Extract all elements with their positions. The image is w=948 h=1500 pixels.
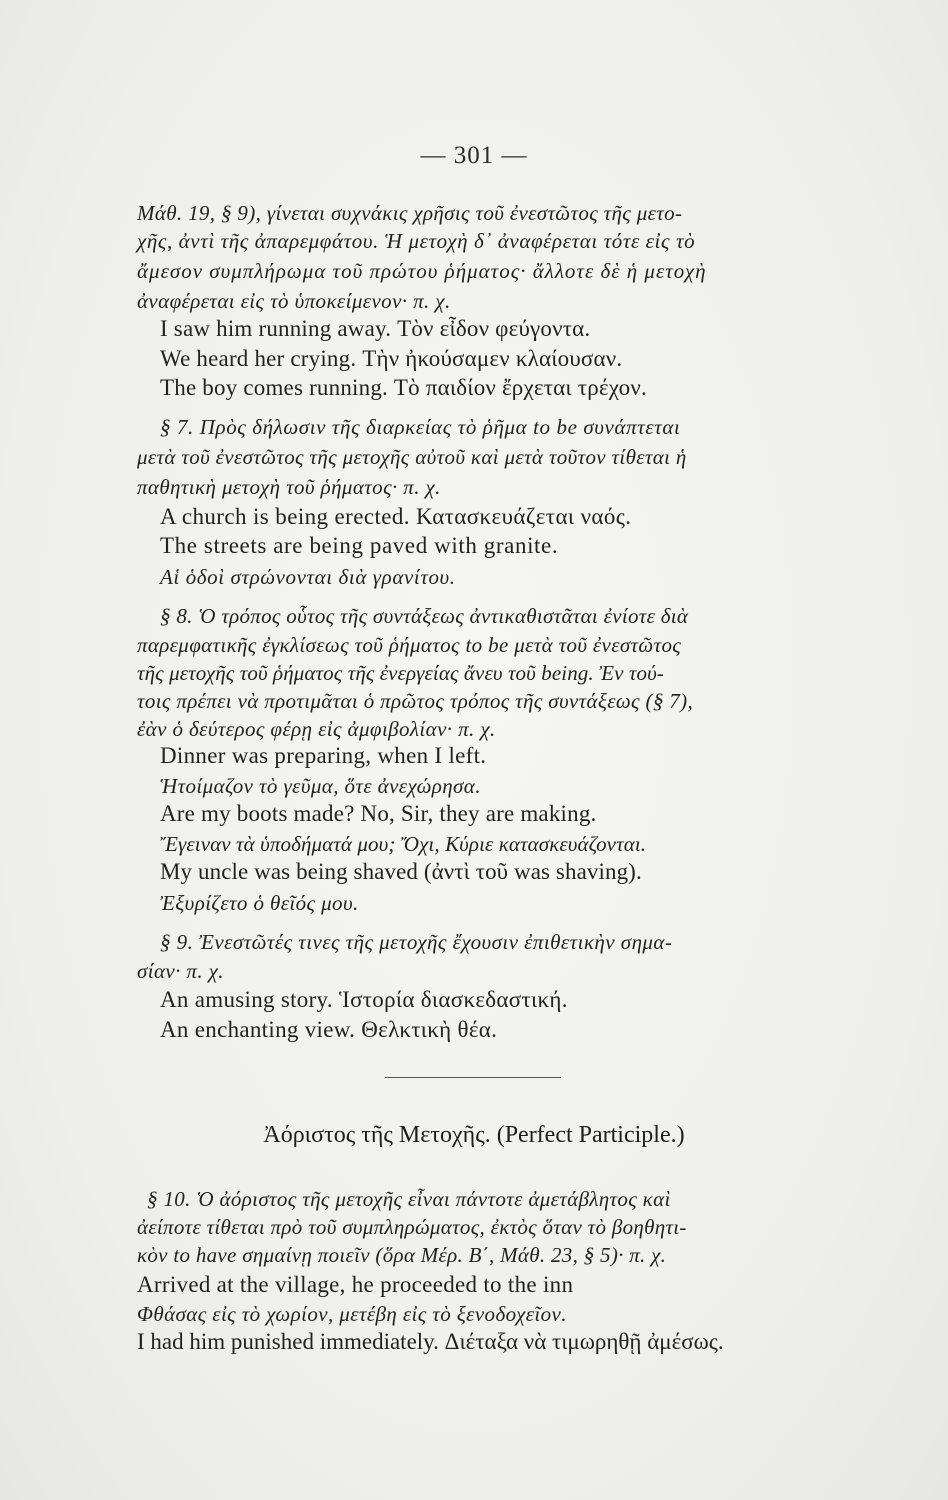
text-line: Μάθ. 19, § 9), γίνεται συχνάκις χρῆσις τοῦ ἐνεστῶτος τῆς μετο- (137, 201, 683, 225)
text-line: ἄμεσον συμπλήρωμα τοῦ πρώτου ῥήματος· ἄλλοτε δὲ ἡ μετοχὴ (137, 259, 707, 283)
example-line: I saw him running away. Τὸν εἶδον φεύγοντα. (160, 316, 591, 341)
text-line: παρεμφατικῆς ἐγκλίσεως τοῦ ῥήματος to be μετὰ τοῦ ἐνεστῶτος (137, 633, 682, 657)
section-divider (385, 1077, 561, 1078)
text-line: μετὰ τοῦ ἐνεστῶτος τῆς μετοχῆς αὐτοῦ καὶ μετὰ τοῦτον τίθεται ἡ (137, 445, 687, 469)
example-line: An amusing story. Ἱστορία διασκεδαστική. (160, 987, 568, 1012)
paragraph-line: § 7. Πρὸς δήλωσιν τῆς διαρκείας τὸ ῥῆμα to be συνάπτεται (160, 415, 681, 439)
paragraph-line: § 9. Ἐνεστῶτές τινες τῆς μετοχῆς ἔχουσιν ἐπιθετικὴν σημα- (160, 930, 673, 954)
example-line: We heard her crying. Τὴν ἠκούσαμεν κλαίουσαν. (160, 346, 623, 371)
section-title: Ἀόριστος τῆς Μετοχῆς. (Perfect Participle.) (263, 1122, 685, 1148)
paragraph-line: § 10. Ὁ ἀόριστος τῆς μετοχῆς εἶναι πάντοτε ἀμετάβλητος καὶ (147, 1187, 671, 1211)
example-line: An enchanting view. Θελκτικὴ θέα. (160, 1017, 498, 1042)
text-line: τοις πρέπει νὰ προτιμᾶται ὁ πρῶτος τρόπος τῆς συντάξεως (§ 7), (137, 689, 694, 713)
example-line: Φθάσας εἰς τὸ χωρίον, μετέβη εἰς τὸ ξενοδοχεῖον. (137, 1302, 567, 1326)
example-line: Ἐξυρίζετο ὁ θεῖός μου. (160, 891, 359, 915)
example-line: Ἔγειναν τὰ ὑποδήματά μου; Ὄχι, Κύριε κατασκευάζονται. (160, 832, 647, 856)
example-line: Are my boots made? No, Sir, they are making. (160, 801, 597, 826)
text-line: παθητικὴ μετοχὴ τοῦ ῥήματος· π. χ. (137, 475, 441, 499)
example-line: The boy comes running. Τὸ παιδίον ἔρχεται τρέχον. (160, 375, 647, 400)
example-line: My uncle was being shaved (ἀντὶ τοῦ was shaving). (160, 859, 642, 884)
paragraph-line: § 8. Ὁ τρόπος οὗτος τῆς συντάξεως ἀντικαθιστᾶται ἐνίοτε διὰ (160, 604, 689, 628)
example-line: Αἱ ὁδοὶ στρώνονται διὰ γρανίτου. (160, 565, 456, 589)
text-line: χῆς, ἀντὶ τῆς ἀπαρεμφάτου. Ἡ μετοχὴ δ᾽ ἀναφέρεται τότε εἰς τὸ (137, 229, 696, 253)
page-number: — 301 — (420, 142, 528, 169)
example-line: The streets are being paved with granite. (160, 533, 559, 558)
text-line: ἀείποτε τίθεται πρὸ τοῦ συμπληρώματος, ἐκτὸς ὅταν τὸ βοηθητι- (137, 1215, 687, 1239)
text-line: σίαν· π. χ. (137, 959, 224, 983)
text-line: ἐὰν ὁ δεύτερος φέρῃ εἰς ἀμφιβολίαν· π. χ. (137, 717, 496, 741)
example-line: Ἡτοίμαζον τὸ γεῦμα, ὅτε ἀνεχώρησα. (160, 774, 481, 798)
example-line: A church is being erected. Κατασκευάζεται ναός. (160, 504, 632, 529)
example-line: Arrived at the village, he proceeded to the inn (137, 1272, 574, 1297)
example-line: Dinner was preparing, when I left. (160, 743, 487, 768)
text-line: ἀναφέρεται εἰς τὸ ὑποκείμενον· π. χ. (137, 289, 451, 313)
text-line: κὸν to have σημαίνῃ ποιεῖν (ὅρα Μέρ. Β΄, Μάθ. 23, § 5)· π. χ. (137, 1243, 667, 1267)
text-line: τῆς μετοχῆς τοῦ ῥήματος τῆς ἐνεργείας ἄνευ τοῦ being. Ἐν τού- (137, 661, 664, 685)
example-line: I had him punished immediately. Διέταξα νὰ τιμωρηθῇ ἀμέσως. (137, 1329, 724, 1354)
